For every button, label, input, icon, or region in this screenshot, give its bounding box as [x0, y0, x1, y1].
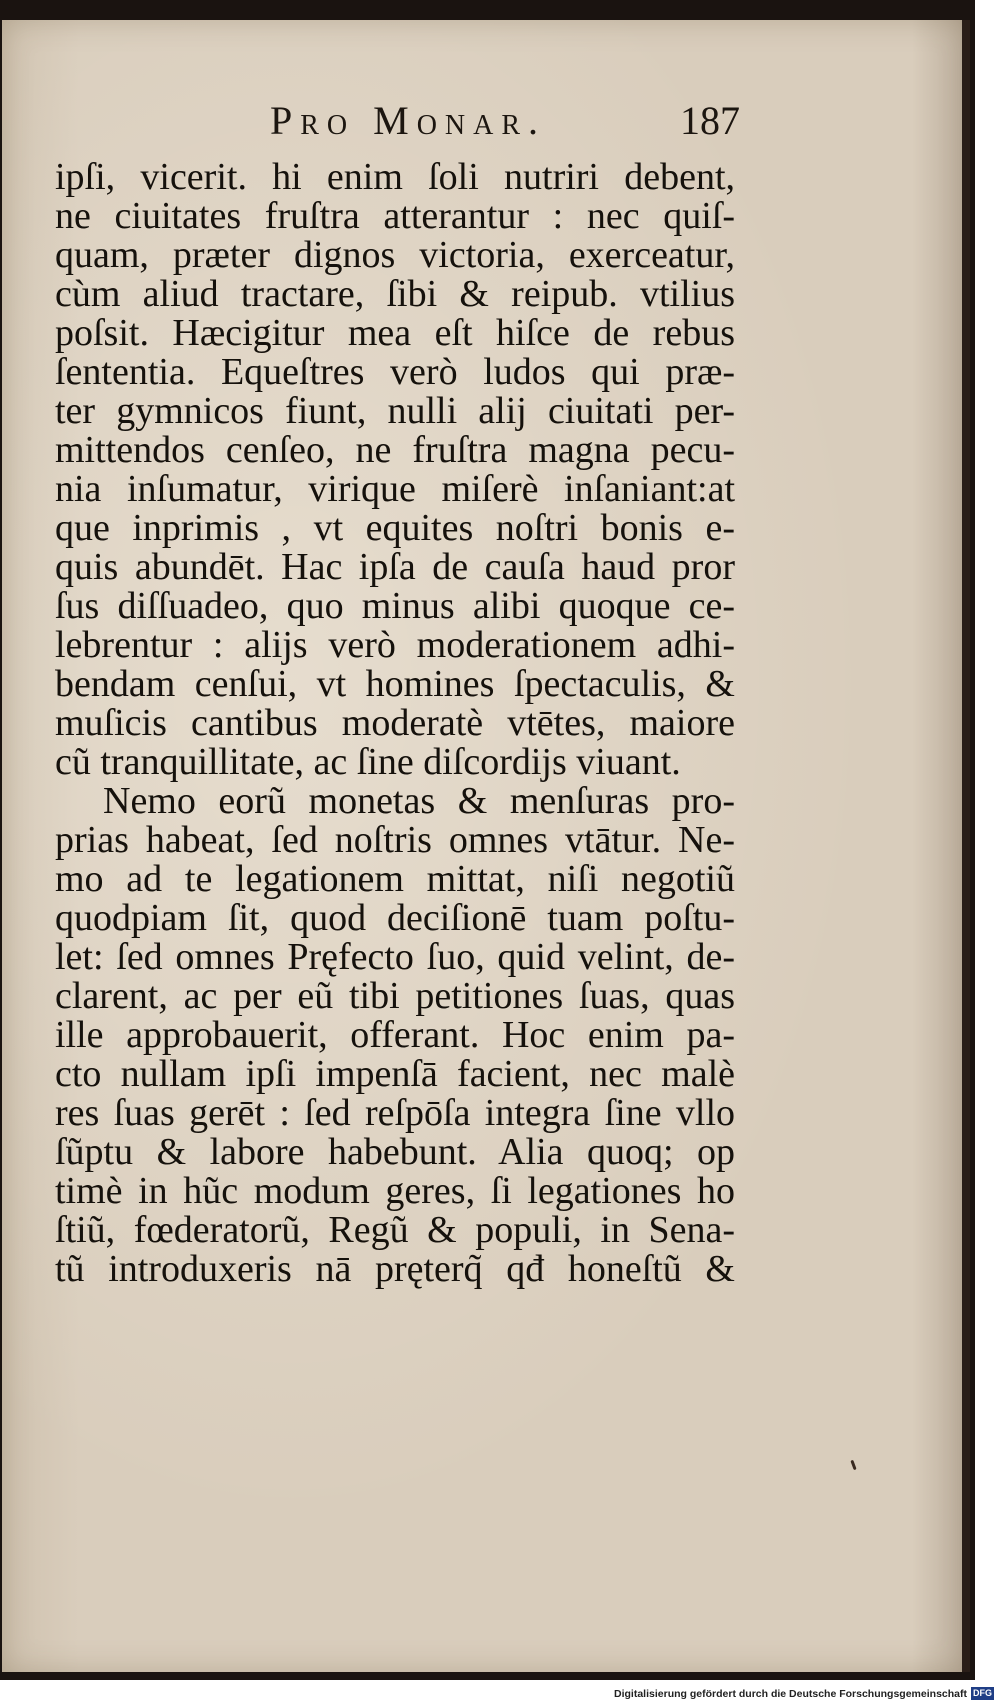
text-line: quodpiam ſit, quod deciſionē tuam poſtu- — [55, 897, 735, 939]
footer-bar — [0, 1680, 1000, 1707]
text-line: quis abundēt. Hac ipſa de cauſa haud pror — [55, 546, 735, 588]
text-line: cto nullam ipſi impenſā facient, nec malè — [55, 1053, 735, 1095]
text-line: ſententia. Equeſtres verò ludos qui præ- — [55, 351, 735, 393]
page-edge — [962, 20, 970, 1672]
text-line: cùm aliud tractare, ſibi & reipub. vtilius — [55, 273, 735, 315]
text-line: Nemo eorũ monetas & menſuras pro- — [103, 780, 735, 822]
footer-credit: Digitalisierung gefördert durch die Deutsche Forschungsgemeinschaft — [614, 1687, 967, 1700]
text-line: bendam cenſui, vt homines ſpectaculis, & — [55, 663, 735, 705]
body-text — [55, 158, 735, 1289]
dfg-logo-icon[interactable]: DFG — [973, 1688, 992, 1698]
running-head — [270, 90, 740, 150]
text-line: tũ introduxeris nā pręterq̃ qđ honeſtũ & — [55, 1248, 735, 1290]
page-speck — [850, 1460, 856, 1470]
text-line: ille approbauerit, offerant. Hoc enim pa- — [55, 1014, 735, 1056]
text-line: quam, præter dignos victoria, exerceatur, — [55, 234, 735, 276]
running-title: Pro Monar. — [270, 97, 547, 143]
text-line: ſtiũ, fœderatorũ, Regũ & populi, in Sena- — [55, 1209, 735, 1251]
text-line: que inprimis , vt equites noſtri bonis e- — [55, 507, 735, 549]
text-line: ſus diſſuadeo, quo minus alibi quoque ce- — [55, 585, 735, 627]
text-line: ſũptu & labore habebunt. Alia quoq; op — [55, 1131, 735, 1173]
text-line: ne ciuitates fruſtra atterantur : nec quiſ- — [55, 195, 735, 237]
text-line: timè in hũc modum geres, ſi legationes ho — [55, 1170, 735, 1212]
text-line: nia inſumatur, virique miſerè inſaniant:at — [55, 468, 735, 510]
text-line: cũ tranquillitate, ac ſine diſcordijs viuant. — [55, 741, 681, 783]
text-line: prias habeat, ſed noſtris omnes vtātur. Ne- — [55, 819, 735, 861]
text-line: let: ſed omnes Pręfecto ſuo, quid velint, de- — [55, 936, 735, 978]
text-line: res ſuas gerēt : ſed reſpōſa integra ſine vllo — [55, 1092, 735, 1134]
text-line: mo ad te legationem mittat, niſi negotiũ — [55, 858, 735, 900]
text-line: ter gymnicos fiunt, nulli alij ciuitati per- — [55, 390, 735, 432]
text-line: poſsit. Hæcigitur mea eſt hiſce de rebus — [55, 312, 735, 354]
text-line: muſicis cantibus moderatè vtētes, maiore — [55, 702, 735, 744]
page-number: 187 — [680, 97, 740, 143]
text-line: clarent, ac per eũ tibi petitiones ſuas, quas — [55, 975, 735, 1017]
text-line: mittendos cenſeo, ne fruſtra magna pecu- — [55, 429, 735, 471]
text-line: lebrentur : alijs verò moderationem adhi- — [55, 624, 735, 666]
text-line: ipſi, vicerit. hi enim ſoli nutriri debent, — [55, 156, 735, 198]
